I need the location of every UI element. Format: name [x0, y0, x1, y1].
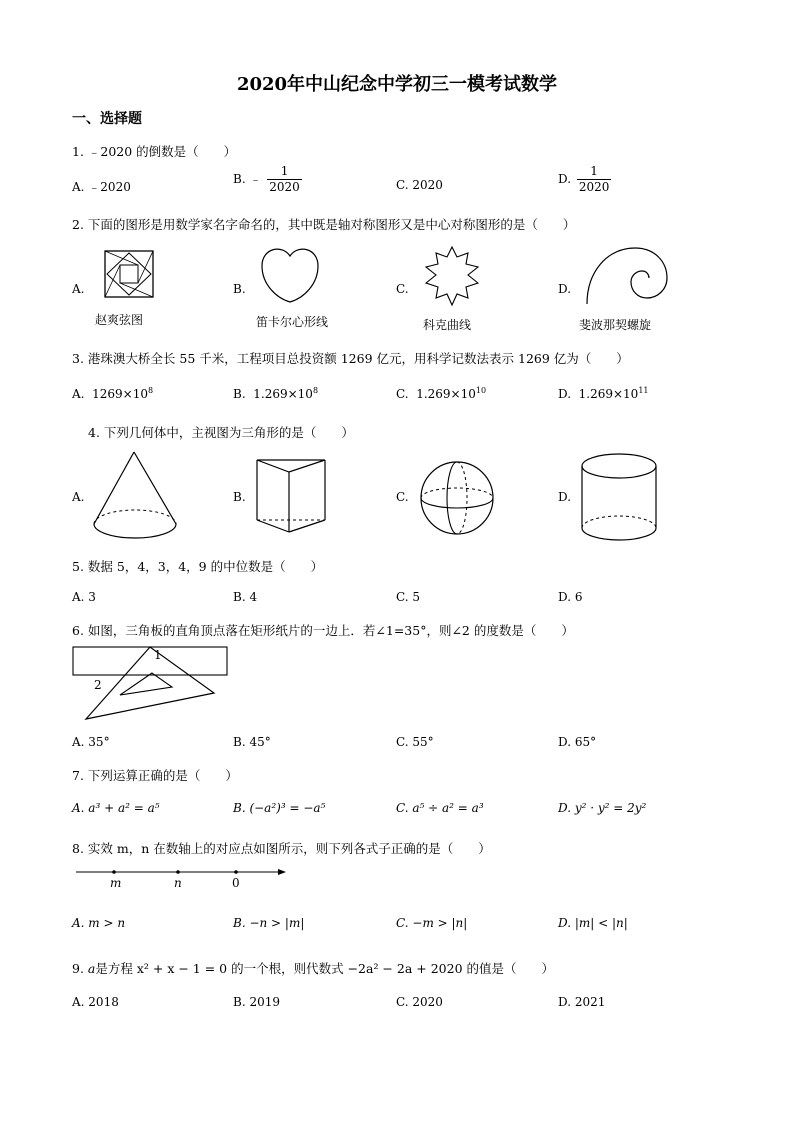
- triangular-prism-figure: [255, 458, 327, 534]
- question-9-stem: [72, 959, 554, 977]
- q3-b-base: 1.269×10: [253, 387, 313, 401]
- axis-label-m: m: [110, 876, 122, 890]
- question-6-stem: 6. 如图，三角板的直角顶点落在矩形纸片的一边上．若∠1=35°，则∠2 的度数是（ ）: [72, 623, 574, 638]
- q2-label-c[interactable]: C.: [396, 282, 409, 296]
- q7-option-c[interactable]: C. a⁵ ÷ a² = a³: [396, 801, 484, 815]
- fibonacci-spiral-figure: [585, 242, 675, 312]
- q1-option-d-prefix: D.: [558, 172, 572, 186]
- q3-option-a[interactable]: A. $1269\times 10^8$: [72, 386, 154, 401]
- q4-label-b[interactable]: B.: [233, 490, 246, 504]
- q9-stem-text: 是方程 x² + x − 1 = 0 的一个根，则代数式 −2a² − 2a + 2020 的值是（ ）: [95, 961, 554, 976]
- q9-option-b[interactable]: B. 2019: [233, 995, 280, 1009]
- q8-option-b[interactable]: B. −n > |m|: [233, 916, 305, 930]
- zhao-shuang-figure: [104, 250, 156, 300]
- q2-label-b[interactable]: B.: [233, 282, 246, 296]
- q8-option-c[interactable]: C. −m > |n|: [396, 916, 468, 930]
- cardioid-figure: [260, 246, 320, 304]
- question-3-stem: 3. 港珠澳大桥全长 55 千米，工程项目总投资额 1269 亿元，用科学记数法表示 1269 亿为（ ）: [72, 351, 629, 366]
- q2-caption-c: 科克曲线: [423, 318, 472, 332]
- q1-d-numerator: 1: [577, 164, 612, 180]
- q3-option-c[interactable]: C. $1.269\times 10^{10}$: [396, 386, 487, 401]
- q1-d-denominator: 2020: [578, 180, 610, 194]
- q3-b-exponent: 8: [312, 386, 319, 395]
- axis-label-n: n: [174, 876, 182, 890]
- q3-d-exponent: 11: [638, 386, 649, 395]
- q9-option-c[interactable]: C. 2020: [396, 995, 443, 1009]
- question-2-stem: 2. 下面的图形是用数学家名字命名的，其中既是轴对称图形又是中心对称图形的是（ ）: [72, 217, 576, 232]
- q5-option-b[interactable]: B. 4: [233, 590, 258, 604]
- q6-option-a[interactable]: A. 35°: [72, 735, 110, 749]
- q1-option-c[interactable]: C. 2020: [396, 178, 443, 192]
- q5-option-a[interactable]: A. 3: [72, 590, 96, 604]
- q6-option-b[interactable]: B. 45°: [233, 735, 271, 749]
- question-8-stem: 8. 实效 m，n 在数轴上的对应点如图所示，则下列各式子正确的是（ ）: [72, 841, 491, 856]
- q4-label-a[interactable]: A.: [72, 490, 85, 504]
- q1-option-b-prefix: B. ﹣: [233, 172, 262, 186]
- q3-d-base: 1.269×10: [578, 387, 639, 401]
- koch-curve-figure: [424, 245, 480, 307]
- q6-option-d[interactable]: D. 65°: [558, 735, 597, 749]
- question-1-stem: 1. ﹣2020 的倒数是（ ）: [72, 144, 237, 159]
- q2-caption-b: 笛卡尔心形线: [256, 315, 329, 329]
- q3-option-d[interactable]: D. $1.269\times 10^{11}$: [558, 386, 649, 401]
- q1-b-denominator: 2020: [269, 180, 300, 194]
- q9-number: 9.: [72, 961, 84, 976]
- q3-c-exponent: 10: [475, 386, 487, 395]
- q6-angle-label-1: 1: [154, 648, 162, 662]
- cone-figure: [92, 450, 178, 542]
- q2-label-a[interactable]: A.: [72, 282, 85, 296]
- q5-option-c[interactable]: C. 5: [396, 590, 421, 604]
- q9-variable: a: [87, 961, 96, 976]
- q6-option-c[interactable]: C. 55°: [396, 735, 434, 749]
- q3-c-base: 1.269×10: [416, 387, 476, 401]
- q1-option-d[interactable]: [558, 164, 611, 195]
- q1-option-a[interactable]: A. ﹣2020: [72, 180, 131, 194]
- q9-option-d[interactable]: D. 2021: [558, 995, 606, 1009]
- q7-option-a[interactable]: A. a³ + a² = a⁵: [72, 801, 160, 815]
- q3-option-b[interactable]: B. $1.269\times 10^8$: [233, 386, 319, 401]
- question-4-stem: 4. 下列几何体中，主视图为三角形的是（ ）: [88, 425, 354, 440]
- q1-option-b-fraction: [267, 164, 302, 195]
- q2-caption-a: 赵爽弦图: [95, 313, 144, 327]
- q2-label-d[interactable]: D.: [558, 282, 572, 296]
- question-7-stem: 7. 下列运算正确的是（ ）: [72, 768, 238, 783]
- sphere-figure: [418, 460, 496, 536]
- q7-option-d[interactable]: D. y² · y² = 2y²: [558, 801, 647, 815]
- q3-a-exponent: 8: [147, 386, 154, 395]
- q1-option-b[interactable]: [233, 164, 302, 195]
- q2-caption-d: 斐波那契螺旋: [579, 318, 652, 332]
- q1-b-numerator: 1: [267, 164, 302, 180]
- axis-label-zero: 0: [232, 876, 240, 890]
- q3-a-base: 1269×10: [92, 387, 148, 401]
- page-title: 2020年中山纪念中学初三一模考试数学: [236, 74, 558, 95]
- q4-label-d[interactable]: D.: [558, 490, 572, 504]
- q8-option-d[interactable]: D. |m| < |n|: [558, 916, 628, 930]
- q5-option-d[interactable]: D. 6: [558, 590, 583, 604]
- section-heading: 一、选择题: [72, 111, 142, 127]
- q9-option-a[interactable]: A. 2018: [72, 995, 119, 1009]
- q4-label-c[interactable]: C.: [396, 490, 409, 504]
- question-5-stem: 5. 数据 5，4，3，4，9 的中位数是（ ）: [72, 559, 324, 574]
- q8-option-a[interactable]: A. m > n: [72, 916, 126, 930]
- q1-option-d-fraction: [577, 164, 612, 195]
- number-line-figure: [76, 866, 288, 878]
- cylinder-figure: [580, 452, 658, 544]
- q7-option-b[interactable]: B. (−a²)³ = −a⁵: [233, 801, 326, 815]
- q6-angle-label-2: 2: [94, 678, 102, 692]
